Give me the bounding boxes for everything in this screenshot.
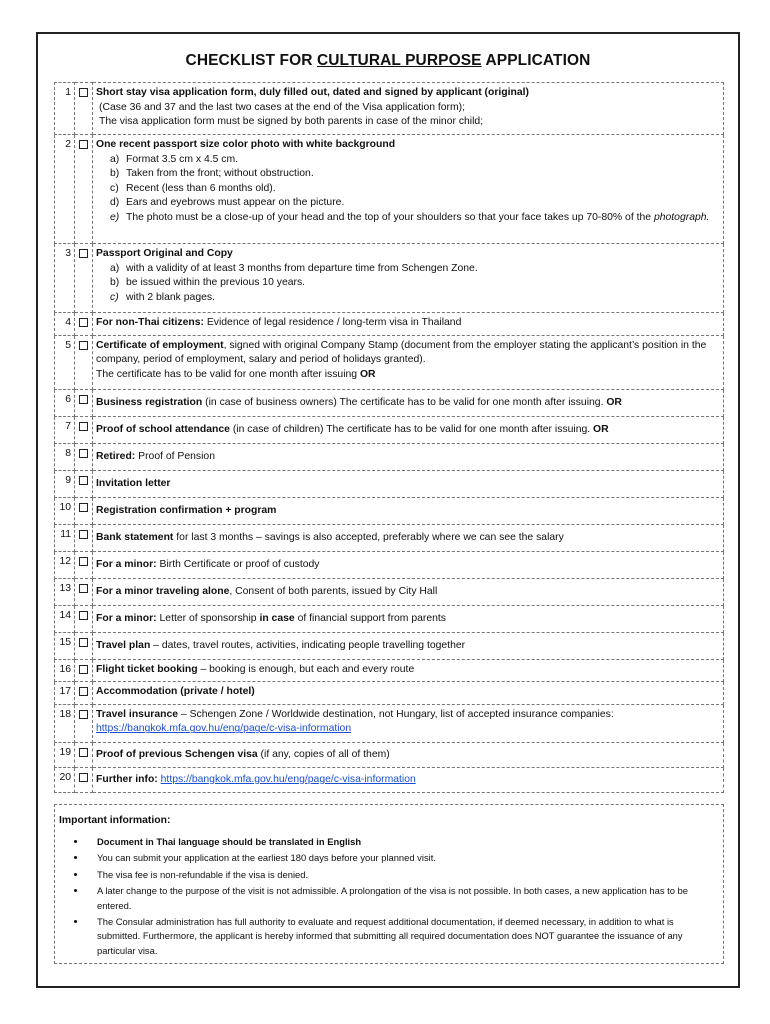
checklist-row-11 <box>55 524 724 551</box>
checkbox[interactable] <box>79 584 88 593</box>
checklist-row-9 <box>55 470 724 497</box>
sub-item: e) The photo must be a close-up of your head and the top of your shoulders so that your face takes up 70-80% of the photograph. <box>110 211 710 223</box>
item-text: Business registration (in case of business owners) The certificate has to be valid for one month after issuing. OR <box>93 389 724 416</box>
checkbox[interactable] <box>79 748 88 757</box>
title-underlined: CULTURAL PURPOSE <box>316 52 482 69</box>
sub-list <box>96 153 719 226</box>
checklist-row-8 <box>55 443 724 470</box>
checkbox[interactable] <box>79 503 88 512</box>
item-text: Registration confirmation + program <box>93 497 724 524</box>
checkbox[interactable] <box>79 422 88 431</box>
item-number: 7 <box>55 416 75 443</box>
sub-item: b) Taken from the front; without obstruction. <box>110 168 314 180</box>
item-text: Passport Original and Copy a) with a validity of at least 3 months from departure time from Schengen Zone. b) be issued within the previous 10 years. c) with 2 blank pages. <box>93 244 724 313</box>
item-text: Accommodation (private / hotel) <box>93 682 724 705</box>
item-text: Bank statement for last 3 months – savings is also accepted, preferably where we can see the salary <box>93 524 724 551</box>
checkbox[interactable] <box>79 773 88 782</box>
item-number: 5 <box>55 335 75 389</box>
checklist-row-17 <box>55 682 724 705</box>
sub-item: b) be issued within the previous 10 years. <box>110 277 306 289</box>
item-text: Certificate of employment, signed with original Company Stamp (document from the employer stating the applicant’s position in the company, period of employment, salary and period of holidays granted). The certificate has to be valid for one month after issuing OR <box>93 335 724 389</box>
checklist-row-6 <box>55 389 724 416</box>
item-number: 20 <box>55 767 75 792</box>
checkbox[interactable] <box>79 318 88 327</box>
sub-item: c) Recent (less than 6 months old). <box>110 182 276 194</box>
item-number: 11 <box>55 524 75 551</box>
checklist-row-10 <box>55 497 724 524</box>
item-text: Travel plan – dates, travel routes, activities, indicating people travelling together <box>93 632 724 659</box>
item-number: 13 <box>55 578 75 605</box>
checklist-row-16 <box>55 659 724 682</box>
checklist-row-15 <box>55 632 724 659</box>
sub-item: d) Ears and eyebrows must appear on the picture. <box>110 197 345 209</box>
item-number: 6 <box>55 389 75 416</box>
checkbox[interactable] <box>79 395 88 404</box>
checkbox[interactable] <box>79 476 88 485</box>
checklist-table <box>54 82 724 793</box>
item-number: 19 <box>55 742 75 767</box>
item-text: Flight ticket booking – booking is enough, but each and every route <box>93 659 724 682</box>
checklist-row-3 <box>55 244 724 313</box>
checklist-document <box>36 32 740 988</box>
further-info-link[interactable]: https://bangkok.mfa.gov.hu/eng/page/c-visa-information <box>160 773 416 785</box>
info-bullet: • A later change to the purpose of the visit is not admissible. A prolongation of the visa is not possible. In both cases, a new application has to be entered. <box>87 884 715 913</box>
checkbox[interactable] <box>79 611 88 620</box>
item-text: Further info: https://bangkok.mfa.gov.hu/eng/page/c-visa-information <box>93 767 724 792</box>
page-title: CHECKLIST FOR CULTURAL PURPOSE APPLICATION <box>185 52 591 69</box>
important-list <box>59 835 715 958</box>
item-text: For a minor: Birth Certificate or proof of custody <box>93 551 724 578</box>
item-number: 14 <box>55 605 75 632</box>
item-text: One recent passport size color photo with white background a) Format 3.5 cm x 4.5 cm. b) Taken from the front; without obstruction. c) Recent (less than 6 months old). d) Ears and eyebrows must appear on the picture. e) The photo must be a close-up of your head and the top of your shoulders so that your face takes up 70-80% of the photograph. <box>93 135 724 244</box>
item-number: 17 <box>55 682 75 705</box>
checklist-row-2 <box>55 135 724 244</box>
checklist-row-5 <box>55 335 724 389</box>
checkbox[interactable] <box>79 557 88 566</box>
item-number: 2 <box>55 135 75 244</box>
info-bullet: • You can submit your application at the earliest 180 days before your planned visit. <box>87 851 715 865</box>
item-text: Travel insurance – Schengen Zone / Worldwide destination, not Hungary, list of accepted insurance companies: https://bangkok.mfa.gov.hu/eng/page/c-visa-information <box>93 704 724 742</box>
sub-list <box>96 262 719 306</box>
item-text: Invitation letter <box>93 470 724 497</box>
checkbox[interactable] <box>79 638 88 647</box>
checkbox[interactable] <box>79 88 88 97</box>
checkbox[interactable] <box>79 140 88 149</box>
item-text: Short stay visa application form, duly filled out, dated and signed by applicant (original) (Case 36 and 37 and the last two cases at the end of the Visa application form); The visa application form must be signed by both parents in case of the minor child; <box>93 83 724 135</box>
sub-item: c) with 2 blank pages. <box>110 291 215 303</box>
item-text: For a minor: Letter of sponsorship in case of financial support from parents <box>93 605 724 632</box>
item-number: 10 <box>55 497 75 524</box>
checkbox[interactable] <box>79 665 88 674</box>
item-text: Proof of school attendance (in case of children) The certificate has to be valid for one month after issuing. OR <box>93 416 724 443</box>
item-text: Proof of previous Schengen visa (if any, copies of all of them) <box>93 742 724 767</box>
item-number: 18 <box>55 704 75 742</box>
important-information <box>54 804 724 964</box>
checklist-row-1 <box>55 83 724 135</box>
item-number: 4 <box>55 313 75 336</box>
checklist-row-12 <box>55 551 724 578</box>
important-title: Important information: <box>59 815 171 826</box>
info-bullet: • The Consular administration has full authority to evaluate and request additional documentation, if deemed necessary, in addition to what is submitted. Furthermore, the applicant is hereby informed that submitting all required documentation does NOT guarantee the issuance of any particular visa. <box>87 915 715 958</box>
item-number: 15 <box>55 632 75 659</box>
item-number: 9 <box>55 470 75 497</box>
item-number: 16 <box>55 659 75 682</box>
checkbox[interactable] <box>79 449 88 458</box>
checklist-row-7 <box>55 416 724 443</box>
checkbox[interactable] <box>79 530 88 539</box>
checklist-row-18 <box>55 704 724 742</box>
info-bullet: • The visa fee is non-refundable if the visa is denied. <box>87 868 715 882</box>
checkbox[interactable] <box>79 341 88 350</box>
checklist-row-14 <box>55 605 724 632</box>
checkbox[interactable] <box>79 249 88 258</box>
visa-info-link[interactable]: https://bangkok.mfa.gov.hu/eng/page/c-visa-information <box>96 723 352 735</box>
item-text: For a minor traveling alone, Consent of both parents, issued by City Hall <box>93 578 724 605</box>
item-number: 12 <box>55 551 75 578</box>
info-bullet: • Document in Thai language should be translated in English <box>87 835 715 849</box>
checklist-row-4 <box>55 313 724 336</box>
item-number: 8 <box>55 443 75 470</box>
sub-item: a) with a validity of at least 3 months from departure time from Schengen Zone. <box>110 262 478 274</box>
item-number: 3 <box>55 244 75 313</box>
checklist-row-20 <box>55 767 724 792</box>
item-text: For non-Thai citizens: Evidence of legal residence / long-term visa in Thailand <box>93 313 724 336</box>
item-text: Retired: Proof of Pension <box>93 443 724 470</box>
checklist-row-13 <box>55 578 724 605</box>
checkbox[interactable] <box>79 687 88 696</box>
sub-item: a) Format 3.5 cm x 4.5 cm. <box>110 153 239 165</box>
checklist-row-19 <box>55 742 724 767</box>
checkbox[interactable] <box>79 710 88 719</box>
item-number: 1 <box>55 83 75 135</box>
